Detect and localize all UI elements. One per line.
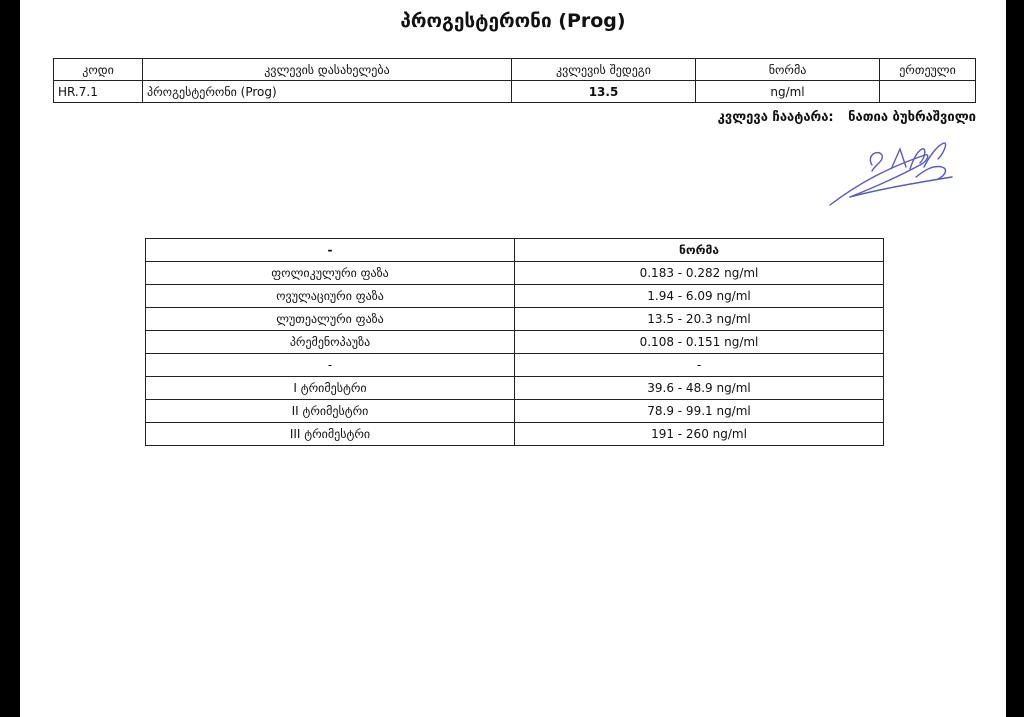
document-title: პროგესტერონი (Prog): [400, 10, 626, 32]
range-cell: 0.183 - 0.282 ng/ml: [515, 262, 884, 285]
table-row: [146, 331, 884, 354]
header-phase: -: [146, 239, 515, 262]
table-row: [146, 262, 884, 285]
range-cell: 78.9 - 99.1 ng/ml: [515, 400, 884, 423]
executor-label: კვლევა ჩაატარა:: [717, 110, 834, 125]
header-reference-norm: ნორმა: [515, 239, 884, 262]
header-unit: ერთეული: [880, 59, 976, 81]
cell-test-name: პროგესტერონი (Prog): [143, 81, 512, 103]
header-norm: ნორმა: [696, 59, 880, 81]
result-table: [53, 58, 976, 103]
phase-cell: ოვულაციური ფაზა: [146, 285, 515, 308]
header-test-name: კვლევის დასახელება: [143, 59, 512, 81]
phase-cell: ფოლიკულური ფაზა: [146, 262, 515, 285]
cell-unit: [880, 81, 976, 103]
phase-cell: II ტრიმესტრი: [146, 400, 515, 423]
reference-table-header: [146, 239, 884, 262]
range-cell: 0.108 - 0.151 ng/ml: [515, 331, 884, 354]
table-row: [146, 400, 884, 423]
phase-cell: I ტრიმესტრი: [146, 377, 515, 400]
result-table-header: [54, 59, 976, 81]
document-page: [20, 0, 1006, 717]
table-row: [146, 423, 884, 446]
header-result: კვლევის შედეგი: [512, 59, 696, 81]
range-cell: -: [515, 354, 884, 377]
range-cell: 191 - 260 ng/ml: [515, 423, 884, 446]
cell-code: HR.7.1: [54, 81, 143, 103]
table-row: [146, 285, 884, 308]
table-row: [146, 308, 884, 331]
range-cell: 1.94 - 6.09 ng/ml: [515, 285, 884, 308]
table-row: [54, 81, 976, 103]
range-cell: 39.6 - 48.9 ng/ml: [515, 377, 884, 400]
header-code: კოდი: [54, 59, 143, 81]
range-cell: 13.5 - 20.3 ng/ml: [515, 308, 884, 331]
cell-norm: ng/ml: [696, 81, 880, 103]
signature-image: [820, 137, 980, 209]
cell-result: 13.5: [512, 81, 696, 103]
table-row: [146, 377, 884, 400]
phase-cell: III ტრიმესტრი: [146, 423, 515, 446]
phase-cell: პრემენოპაუზა: [146, 331, 515, 354]
phase-cell: ლუთეალური ფაზა: [146, 308, 515, 331]
executor-name: ნათია ბუხრაშვილი: [848, 110, 976, 125]
executor-line: [708, 110, 976, 125]
phase-cell: -: [146, 354, 515, 377]
reference-table: [145, 238, 884, 446]
table-row: [146, 354, 884, 377]
